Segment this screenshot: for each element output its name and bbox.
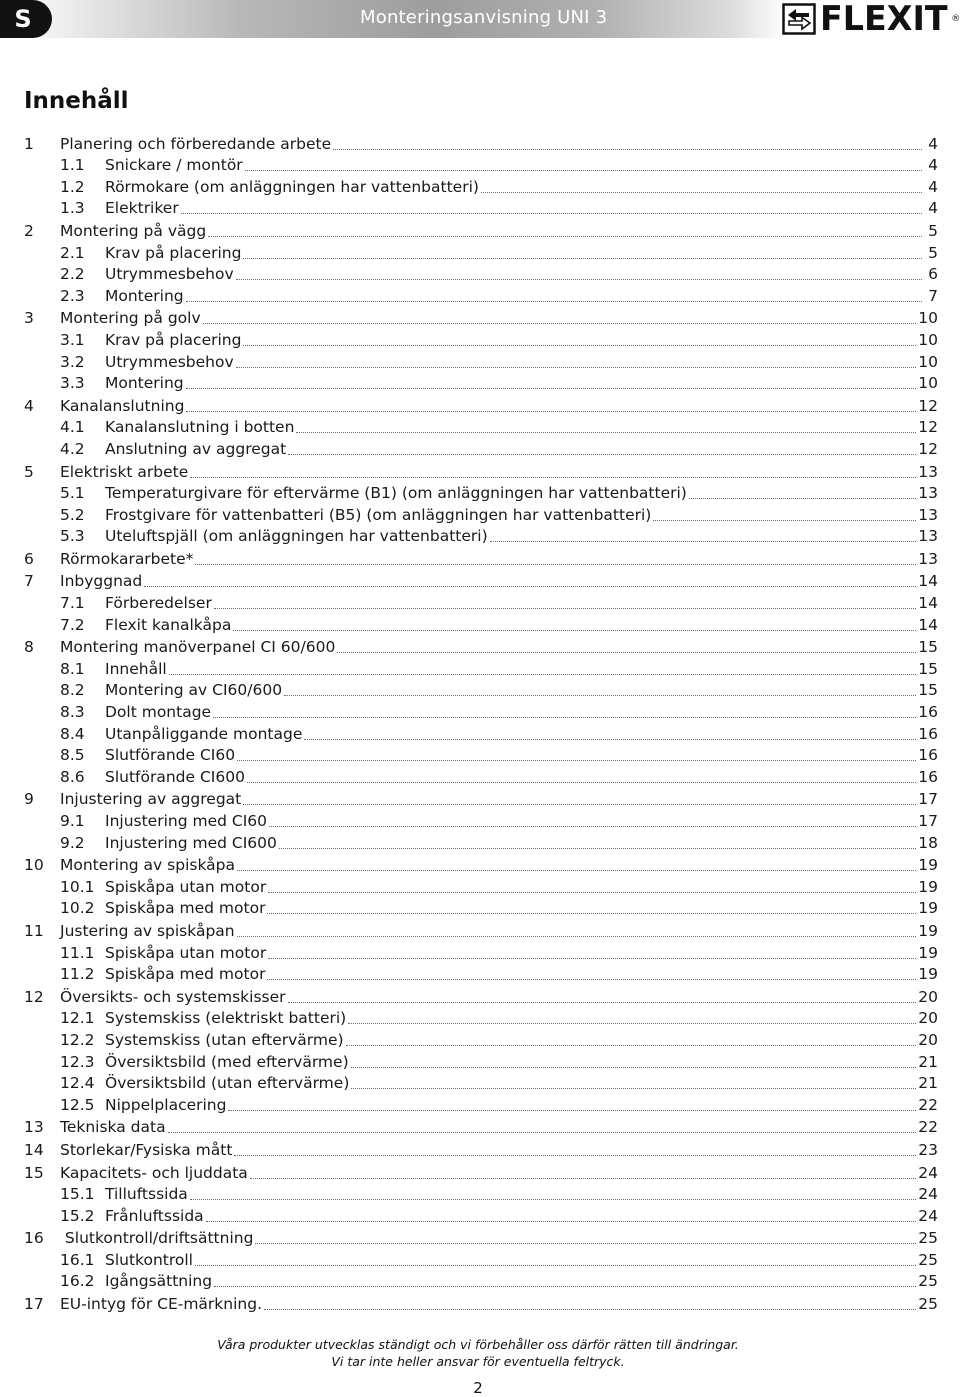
toc-entry-number: 9.2 [60,833,85,852]
toc-dot-leader [234,1155,916,1156]
toc-entry-page: 19 [918,965,938,984]
toc-dot-leader [243,258,922,259]
toc-entry-page: 12 [918,418,938,437]
toc-dot-leader [268,892,916,893]
toc-entry-page: 19 [918,877,938,896]
registered-mark: ® [951,14,960,24]
toc-entry[interactable] [24,743,938,765]
toc-entry-page: 24 [918,1163,938,1182]
toc-entry-number: 7 [24,572,34,591]
toc-dot-leader [288,1002,917,1003]
toc-entry-number: 7.2 [60,615,85,634]
toc-entry-title: Montering av spiskåpa [60,856,235,875]
toc-entry-number: 12.4 [60,1074,95,1093]
toc-entry-number: 8.4 [60,724,85,743]
toc-entry-number: 8 [24,638,34,657]
toc-entry-page: 10 [918,374,938,393]
toc-dot-leader [186,388,917,389]
toc-dot-leader [186,301,922,302]
toc-entry-page: 25 [918,1250,938,1269]
toc-entry-page: 4 [928,156,938,175]
toc-entry-number: 8.5 [60,746,85,765]
toc-dot-leader [653,520,916,521]
brand-logo [782,0,960,39]
flexit-arrows-icon [782,3,816,35]
page-number: 2 [473,1379,483,1397]
toc-entry-number: 8.3 [60,703,85,722]
toc-entry[interactable] [24,393,938,415]
toc-entry-page: 13 [918,484,938,503]
toc-dot-leader [351,1088,916,1089]
toc-entry-number: 3.3 [60,374,85,393]
toc-dot-leader [269,826,916,827]
toc-dot-leader [169,674,917,675]
toc-entry-number: 11.1 [60,943,95,962]
toc-entry[interactable] [24,349,938,371]
toc-entry-page: 13 [918,527,938,546]
toc-entry[interactable] [24,546,938,568]
toc-entry-title: Snickare / montör [105,156,243,175]
page-header [0,0,960,38]
toc-dot-leader [255,1243,916,1244]
toc-entry-number: 12.3 [60,1052,95,1071]
toc-entry[interactable] [24,196,938,218]
toc-entry-page: 18 [918,833,938,852]
toc-entry[interactable] [24,590,938,612]
toc-entry[interactable] [24,787,938,809]
toc-dot-leader [214,1286,916,1287]
toc-entry[interactable] [24,612,938,634]
toc-entry[interactable] [24,830,938,852]
toc-entry-title: Spiskåpa utan motor [105,877,267,896]
toc-entry-title: Kanalanslutning i botten [105,418,295,437]
toc-dot-leader [228,1110,916,1111]
toc-entry-page: 12 [918,439,938,458]
toc-entry[interactable] [24,218,938,240]
toc-entry-page: 16 [918,746,938,765]
toc-entry[interactable] [24,1049,938,1071]
toc-entry-page: 13 [918,505,938,524]
toc-entry-page: 25 [918,1272,938,1291]
toc-entry-page: 15 [918,681,938,700]
toc-entry-page: 20 [918,987,938,1006]
toc-dot-leader [267,913,916,914]
toc-entry[interactable] [24,1203,938,1225]
toc-entry-title: Temperaturgivare för eftervärme (B1) (om anläggningen har vattenbatteri) [105,484,687,503]
toc-dot-leader [267,979,916,980]
toc-entry-title: Slutkontroll/driftsättning [60,1229,254,1248]
toc-entry-title: Dolt montage [105,703,212,722]
toc-entry-number: 3.1 [60,330,85,349]
toc-entry[interactable] [24,327,938,349]
toc-entry-title: Elektriskt arbete [60,462,189,481]
toc-entry-title: Anslutning av aggregat [105,439,287,458]
toc-entry[interactable] [24,1160,938,1182]
toc-entry-number: 4.1 [60,418,85,437]
toc-entry-page: 10 [918,309,938,328]
toc-entry-title: Frostgivare för vattenbatteri (B5) (om anläggningen har vattenbatteri) [105,505,652,524]
toc-entry[interactable] [24,874,938,896]
toc-entry-title: Injustering med CI600 [105,833,277,852]
toc-entry[interactable] [24,415,938,437]
toc-entry-title: Storlekar/Fysiska mått [60,1140,233,1159]
toc-entry-page: 20 [918,1009,938,1028]
toc-entry-page: 5 [928,221,938,240]
toc-dot-leader [168,1132,917,1133]
toc-entry[interactable] [24,721,938,743]
table-of-contents [24,130,938,1313]
toc-entry[interactable] [24,635,938,657]
toc-dot-leader [236,367,917,368]
toc-entry-number: 9.1 [60,812,85,830]
toc-entry-title: Slutkontroll [105,1250,193,1269]
toc-entry-page: 21 [918,1074,938,1093]
toc-entry-number: 5.2 [60,505,85,524]
toc-entry[interactable] [24,918,938,940]
toc-entry-number: 16.1 [60,1250,95,1269]
toc-dot-leader [236,279,922,280]
toc-entry-page: 16 [918,724,938,743]
toc-entry-page: 10 [918,352,938,371]
toc-dot-leader [206,1221,917,1222]
brand-name: FLEXIT [820,0,948,39]
toc-entry-title: Spiskåpa med motor [105,965,266,984]
toc-entry[interactable] [24,1226,938,1248]
toc-entry-title: Innehåll [105,659,167,678]
toc-entry-number: 12.5 [60,1095,95,1114]
toc-entry-page: 6 [928,265,938,284]
toc-entry-page: 24 [918,1185,938,1204]
toc-entry[interactable] [24,1006,938,1028]
toc-entry[interactable] [24,1247,938,1269]
toc-dot-leader [333,149,922,150]
toc-entry[interactable] [24,1291,938,1313]
toc-entry-title: Kanalanslutning [60,396,185,415]
toc-entry-title: EU-intyg för CE-märkning. [60,1295,262,1314]
toc-entry-number: 5 [24,462,34,481]
toc-dot-leader [237,870,916,871]
toc-entry-title: Nippelplacering [105,1095,227,1114]
toc-entry-page: 4 [928,177,938,196]
toc-entry-page: 7 [928,286,938,305]
toc-entry-page: 4 [928,199,938,218]
toc-dot-leader [351,1067,917,1068]
toc-entry-title: Systemskiss (utan eftervärme) [105,1030,344,1049]
toc-dot-leader [304,739,916,740]
toc-entry[interactable] [24,174,938,196]
toc-entry-number: 5.3 [60,527,85,546]
toc-dot-leader [279,848,916,849]
toc-entry-page: 19 [918,856,938,875]
toc-entry-title: Inbyggnad [60,572,143,591]
toc-entry-title: Montering på golv [60,309,201,328]
toc-dot-leader [288,454,916,455]
toc-entry-title: Elektriker [105,199,179,218]
toc-entry-number: 3 [24,309,34,328]
toc-entry-page: 13 [918,549,938,568]
toc-entry-page: 4 [928,134,938,153]
toc-entry-title: Systemskiss (elektriskt batteri) [105,1009,347,1028]
toc-dot-leader [296,432,916,433]
toc-entry-number: 10 [24,856,44,875]
toc-dot-leader [186,411,916,412]
toc-entry[interactable] [24,678,938,700]
toc-dot-leader [237,760,916,761]
toc-entry-page: 15 [918,638,938,657]
toc-entry-title: Slutförande CI600 [105,767,245,786]
toc-entry-title: Flexit kanalkåpa [105,615,232,634]
toc-entry-number: 4 [24,396,34,415]
toc-entry-page: 23 [918,1140,938,1159]
toc-entry[interactable] [24,764,938,786]
toc-dot-leader [481,192,922,193]
toc-entry-page: 14 [918,572,938,591]
toc-entry-page: 25 [918,1229,938,1248]
toc-entry-number: 1 [24,134,34,153]
toc-entry-page: 10 [918,330,938,349]
toc-entry-number: 12.1 [60,1009,95,1028]
toc-entry-title: Igångsättning [105,1272,213,1291]
toc-entry-title: Tekniska data [60,1118,166,1137]
disclaimer-line: Våra produkter utvecklas ständigt och vi förbehåller oss därför rätten till ändringar. [217,1337,739,1352]
toc-dot-leader [346,1045,917,1046]
toc-dot-leader [190,1199,916,1200]
toc-entry[interactable] [24,1182,938,1204]
toc-entry-number: 5.1 [60,484,85,503]
toc-entry-page: 14 [918,594,938,613]
toc-entry-title: Spiskåpa med motor [105,899,266,918]
toc-entry-number: 2 [24,221,34,240]
toc-entry-number: 1.2 [60,177,85,196]
toc-entry-title: Rörmokare (om anläggningen har vattenbatteri) [105,177,479,196]
toc-entry[interactable] [24,656,938,678]
toc-entry-title: Montering manöverpanel CI 60/600 [60,638,336,657]
toc-entry[interactable] [24,524,938,546]
toc-dot-leader [250,1178,916,1179]
toc-entry-number: 6 [24,549,34,568]
toc-dot-leader [264,1309,916,1310]
toc-entry-number: 8.1 [60,659,85,678]
toc-entry-page: 19 [918,899,938,918]
toc-entry-page: 21 [918,1052,938,1071]
toc-entry-title: Tilluftssida [105,1185,188,1204]
toc-entry-number: 16 [24,1229,44,1248]
toc-dot-leader [195,564,916,565]
toc-entry-page: 20 [918,1030,938,1049]
toc-entry-page: 19 [918,943,938,962]
toc-entry[interactable] [24,1071,938,1093]
toc-entry-number: 8.2 [60,681,85,700]
toc-entry[interactable] [24,1115,938,1137]
toc-entry-title: Montering [105,286,184,305]
toc-entry[interactable] [24,436,938,458]
toc-entry[interactable] [24,962,938,984]
toc-entry[interactable] [24,262,938,284]
toc-entry[interactable] [24,502,938,524]
toc-entry-title: Krav på placering [105,330,242,349]
toc-entry-number: 12 [24,987,44,1006]
page-title: Innehåll [24,88,129,114]
toc-entry[interactable] [24,940,938,962]
toc-entry-number: 15.2 [60,1206,95,1225]
toc-entry[interactable] [24,481,938,503]
toc-entry-title: Spiskåpa utan motor [105,943,267,962]
toc-dot-leader [195,1265,916,1266]
toc-entry-number: 16.2 [60,1272,95,1291]
toc-entry-title: Utanpåliggande montage [105,724,303,743]
toc-dot-leader [689,498,916,499]
toc-entry-title: Översiktsbild (utan eftervärme) [105,1074,350,1093]
toc-entry[interactable] [24,896,938,918]
toc-entry[interactable] [24,306,938,328]
toc-dot-leader [245,170,922,171]
toc-entry-title: Förberedelser [105,594,212,613]
toc-entry-page: 17 [918,812,938,830]
toc-entry-title: Montering på vägg [60,221,207,240]
toc-entry-number: 15.1 [60,1185,95,1204]
toc-entry[interactable] [24,1137,938,1159]
toc-entry-title: Krav på placering [105,243,242,262]
toc-entry[interactable] [24,459,938,481]
toc-dot-leader [190,477,916,478]
toc-entry-page: 16 [918,767,938,786]
toc-entry-page: 17 [918,790,938,809]
toc-entry[interactable] [24,1269,938,1291]
toc-dot-leader [243,345,916,346]
toc-dot-leader [247,782,916,783]
toc-dot-leader [213,717,916,718]
toc-dot-leader [181,213,922,214]
toc-entry-title: Planering och förberedande arbete [60,134,332,153]
toc-entry-page: 15 [918,659,938,678]
toc-entry-page: 12 [918,396,938,415]
toc-entry-number: 14 [24,1140,44,1159]
toc-entry-page: 22 [918,1095,938,1114]
toc-entry-number: 10.1 [60,877,95,896]
toc-dot-leader [284,695,916,696]
toc-entry-number: 2.1 [60,243,85,262]
document-title: Monteringsanvisning UNI 3 [360,7,608,28]
toc-entry-title: Slutförande CI60 [105,746,236,765]
toc-entry-page: 16 [918,703,938,722]
toc-entry[interactable] [24,569,938,591]
toc-entry[interactable] [24,153,938,175]
toc-dot-leader [203,323,917,324]
toc-entry-number: 3.2 [60,352,85,371]
toc-entry-number: 2.2 [60,265,85,284]
toc-dot-leader [233,630,916,631]
toc-entry-page: 13 [918,462,938,481]
toc-entry-title: Montering [105,374,184,393]
language-badge: S [0,0,52,38]
toc-entry-title: Montering av CI60/600 [105,681,283,700]
toc-entry-title: Utrymmesbehov [105,352,234,371]
toc-entry-page: 14 [918,615,938,634]
toc-dot-leader [214,608,916,609]
toc-entry[interactable] [24,240,938,262]
toc-entry-number: 15 [24,1163,44,1182]
toc-entry-number: 11 [24,921,44,940]
disclaimer [0,1336,956,1370]
toc-entry-title: Injustering av aggregat [60,790,242,809]
toc-entry-number: 8.6 [60,767,85,786]
toc-entry-number: 10.2 [60,899,95,918]
toc-entry-title: Frånluftssida [105,1206,204,1225]
toc-entry-page: 19 [918,921,938,940]
toc-entry-page: 5 [928,243,938,262]
toc-entry-title: Justering av spiskåpan [60,921,235,940]
toc-entry-page: 24 [918,1206,938,1225]
toc-entry-page: 25 [918,1295,938,1314]
toc-dot-leader [337,652,916,653]
toc-dot-leader [490,541,917,542]
toc-dot-leader [144,586,916,587]
disclaimer-line: Vi tar inte heller ansvar för eventuella feltryck. [331,1354,625,1369]
toc-dot-leader [243,804,916,805]
toc-dot-leader [208,236,922,237]
toc-entry[interactable] [24,699,938,721]
toc-entry-number: 1.1 [60,156,85,175]
toc-entry[interactable] [24,283,938,305]
toc-entry-number: 9 [24,790,34,809]
toc-entry[interactable] [24,1092,938,1114]
toc-entry-number: 11.2 [60,965,95,984]
toc-entry[interactable] [24,853,938,875]
toc-entry[interactable] [24,131,938,153]
toc-entry[interactable] [24,808,938,830]
toc-entry-title: Rörmokararbete* [60,549,194,568]
toc-entry-number: 2.3 [60,286,85,305]
toc-entry-number: 13 [24,1118,44,1137]
toc-entry-number: 12.2 [60,1030,95,1049]
toc-entry-title: Översiktsbild (med eftervärme) [105,1052,349,1071]
toc-entry-number: 4.2 [60,439,85,458]
toc-entry-title: Injustering med CI60 [105,812,268,830]
toc-dot-leader [237,936,917,937]
toc-entry-title: Översikts- och systemskisser [60,987,286,1006]
toc-entry[interactable] [24,1027,938,1049]
toc-entry-title: Utrymmesbehov [105,265,234,284]
toc-entry-title: Uteluftspjäll (om anläggningen har vattenbatteri) [105,527,488,546]
toc-entry-page: 22 [918,1118,938,1137]
toc-dot-leader [268,958,916,959]
toc-entry-title: Kapacitets- och ljuddata [60,1163,248,1182]
toc-entry[interactable] [24,984,938,1006]
toc-entry[interactable] [24,371,938,393]
toc-entry-number: 7.1 [60,594,85,613]
toc-entry-number: 17 [24,1295,44,1314]
toc-dot-leader [348,1023,916,1024]
toc-entry-number: 1.3 [60,199,85,218]
